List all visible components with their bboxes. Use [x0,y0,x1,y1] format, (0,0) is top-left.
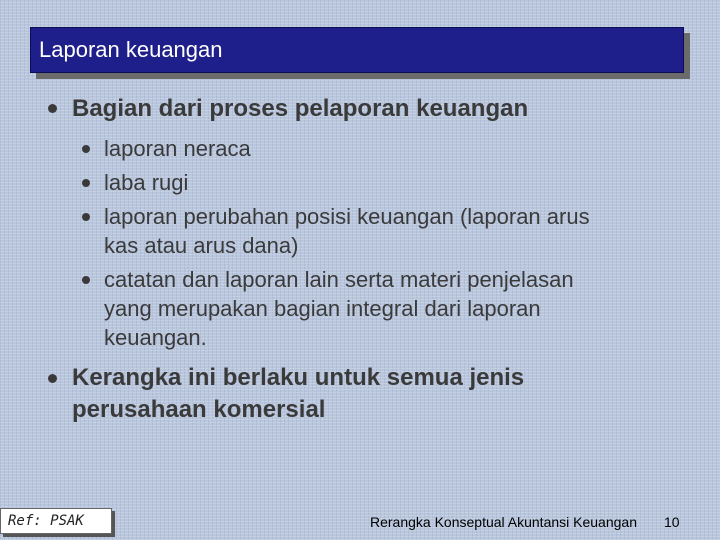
sub-bullet-text-continued: yang merupakan bagian integral dari laporan [104,296,541,321]
footer-title: Rerangka Konseptual Akuntansi Keuangan [370,514,637,530]
footer-reference-box [0,508,112,534]
title-box [30,27,684,73]
bullet-dot-icon [48,104,57,113]
bullet-dot-icon [82,179,90,187]
bullet-dot-icon [82,276,90,284]
bullet-dot-icon [82,145,90,153]
sub-bullet-text: catatan dan laporan lain serta materi penjelasan [104,267,574,292]
bullet-dot-icon [82,213,90,221]
bullet-level1-text-continued: perusahaan komersial [72,396,326,423]
page-number: 10 [664,514,680,530]
sub-bullet-text: laporan perubahan posisi keuangan (laporan arus [104,204,590,229]
sub-bullet-text: laporan neraca [104,136,251,161]
slide-title: Laporan keuangan [39,37,223,62]
sub-bullet-text: laba rugi [104,170,189,195]
bullet-dot-icon [48,374,57,383]
sub-bullet-text-continued: keuangan. [104,325,207,350]
bullet-level1-text: Bagian dari proses pelaporan keuangan [72,95,529,122]
bullet-level1-text: Kerangka ini berlaku untuk semua jenis [72,364,525,391]
sub-bullet-text-continued: kas atau arus dana) [104,233,299,258]
footer-reference: Ref: PSAK [8,513,84,529]
